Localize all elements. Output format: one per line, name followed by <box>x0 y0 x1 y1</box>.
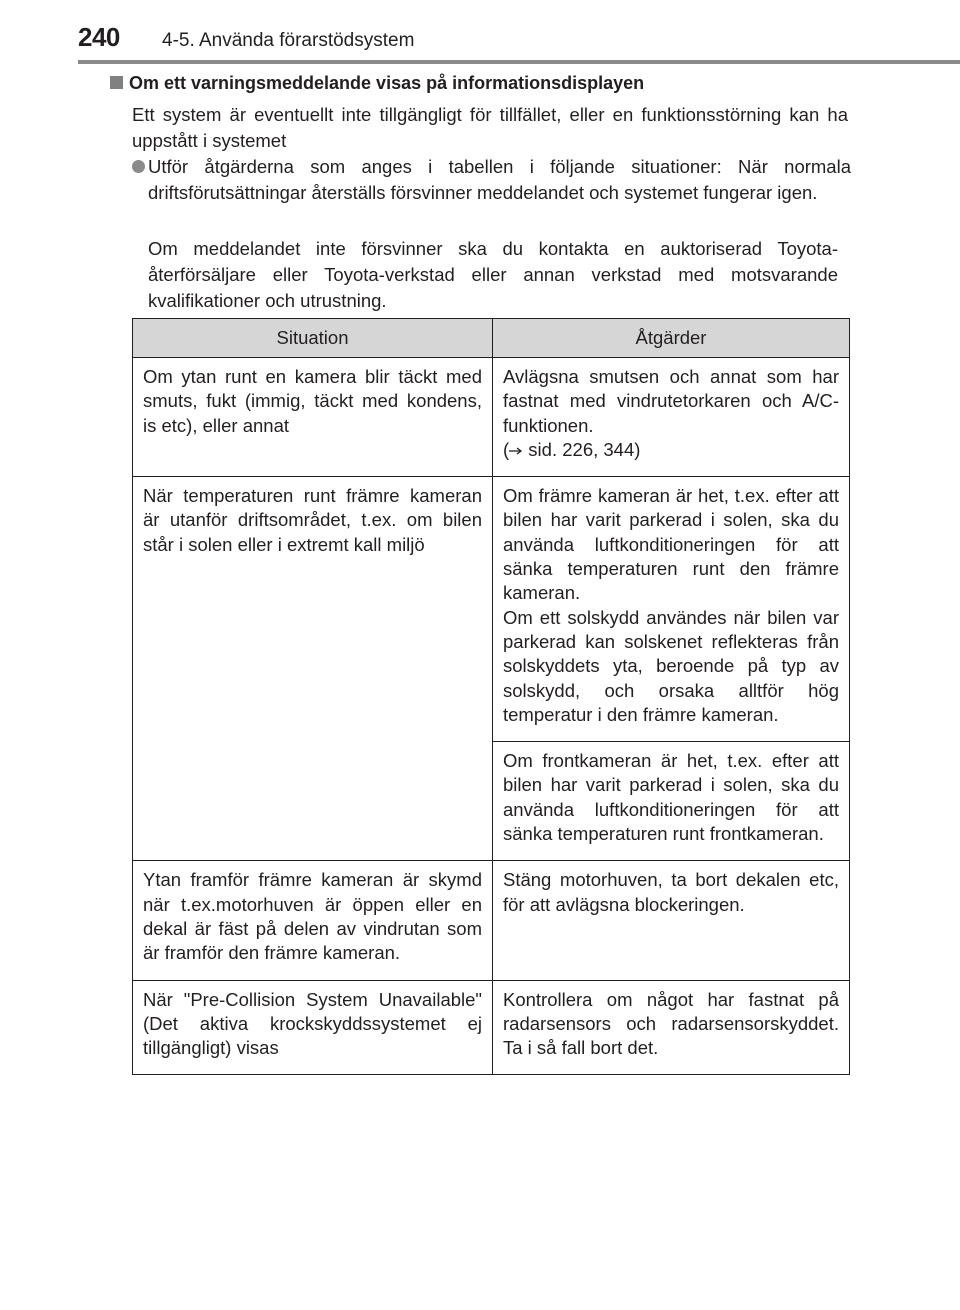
column-header-actions: Åtgärder <box>493 319 850 358</box>
circle-bullet-icon <box>132 160 145 173</box>
table-row <box>133 358 850 477</box>
action-cell <box>493 358 850 477</box>
table-header-row <box>133 319 850 358</box>
note-paragraph: Om meddelandet inte försvinner ska du kontakta en auktoriserad Toyota-återförsäljare eller Toyota-verkstad eller annan verkstad med motsvarande kvalifikationer och utrustning. <box>148 238 838 311</box>
bullet-paragraph: Utför åtgärderna som anges i tabellen i följande situationer: När normala driftsförutsättningar återställs försvinner meddelandet och systemet fungerar igen. <box>148 156 851 203</box>
page-reference <box>503 439 640 460</box>
intro-paragraph: Ett system är eventuellt inte tillgängligt för tillfället, eller en funktionsstörning kan ha uppstått i systemet <box>132 104 848 151</box>
arrow-right-icon <box>509 438 523 462</box>
section-heading-text: Om ett varningsmeddelande visas på informationsdisplayen <box>129 73 645 93</box>
table-row <box>133 980 850 1075</box>
action-cell: Stäng motorhuven, ta bort dekalen etc, för att avlägsna blockeringen. <box>493 861 850 980</box>
action-text: Om ett solskydd användes när bilen var parkerad kan solskenet reflekteras från solskyddets yta, beroende på typ av solskydd, och orsaka alltför hög temperatur i den främre kameran. <box>503 606 839 725</box>
situation-cell: Ytan framför främre kameran är skymd när t.ex.motorhuven är öppen eller en dekal är fäst på delen av vindrutan som är framför den främre kameran. <box>133 861 493 980</box>
action-cell: Om frontkameran är het, t.ex. efter att bilen har varit parkerad i solen, ska du använda luftkonditioneringen för att sänka temperaturen runt frontkameran. <box>493 742 850 861</box>
situation-cell: När temperaturen runt främre kameran är utanför driftsområdet, t.ex. om bilen står i solen eller i extremt kall miljö <box>133 477 493 861</box>
situation-cell: Om ytan runt en kamera blir täckt med smuts, fukt (immig, täckt med kondens, is etc), eller annat <box>133 358 493 477</box>
reference-pages: sid. 226, 344) <box>523 438 641 460</box>
action-cell <box>493 477 850 742</box>
action-cell: Kontrollera om något har fastnat på radarsensors och radarsensorskyddet. Ta i så fall bort det. <box>493 980 850 1075</box>
table-row <box>133 477 850 742</box>
chapter-title: 4-5. Använda förarstödsystem <box>162 30 415 51</box>
header-divider <box>78 60 960 64</box>
situation-table <box>132 318 850 1075</box>
section-heading <box>110 73 644 94</box>
action-text: Om främre kameran är het, t.ex. efter att bilen har varit parkerad i solen, ska du använda luftkonditioneringen för att sänka temperaturen runt den främre kameran. <box>503 485 839 604</box>
action-text: Avlägsna smutsen och annat som har fastnat med vindrutetorkaren och A/C-funktionen. <box>503 366 839 436</box>
page-number: 240 <box>78 22 120 52</box>
table-row <box>133 861 850 980</box>
reference-paren: ( <box>503 438 510 460</box>
column-header-situation: Situation <box>133 319 493 358</box>
situation-cell: När "Pre-Collision System Unavailable" (Det aktiva krockskyddssystemet ej tillgängligt) visas <box>133 980 493 1075</box>
square-bullet-icon <box>110 76 123 89</box>
